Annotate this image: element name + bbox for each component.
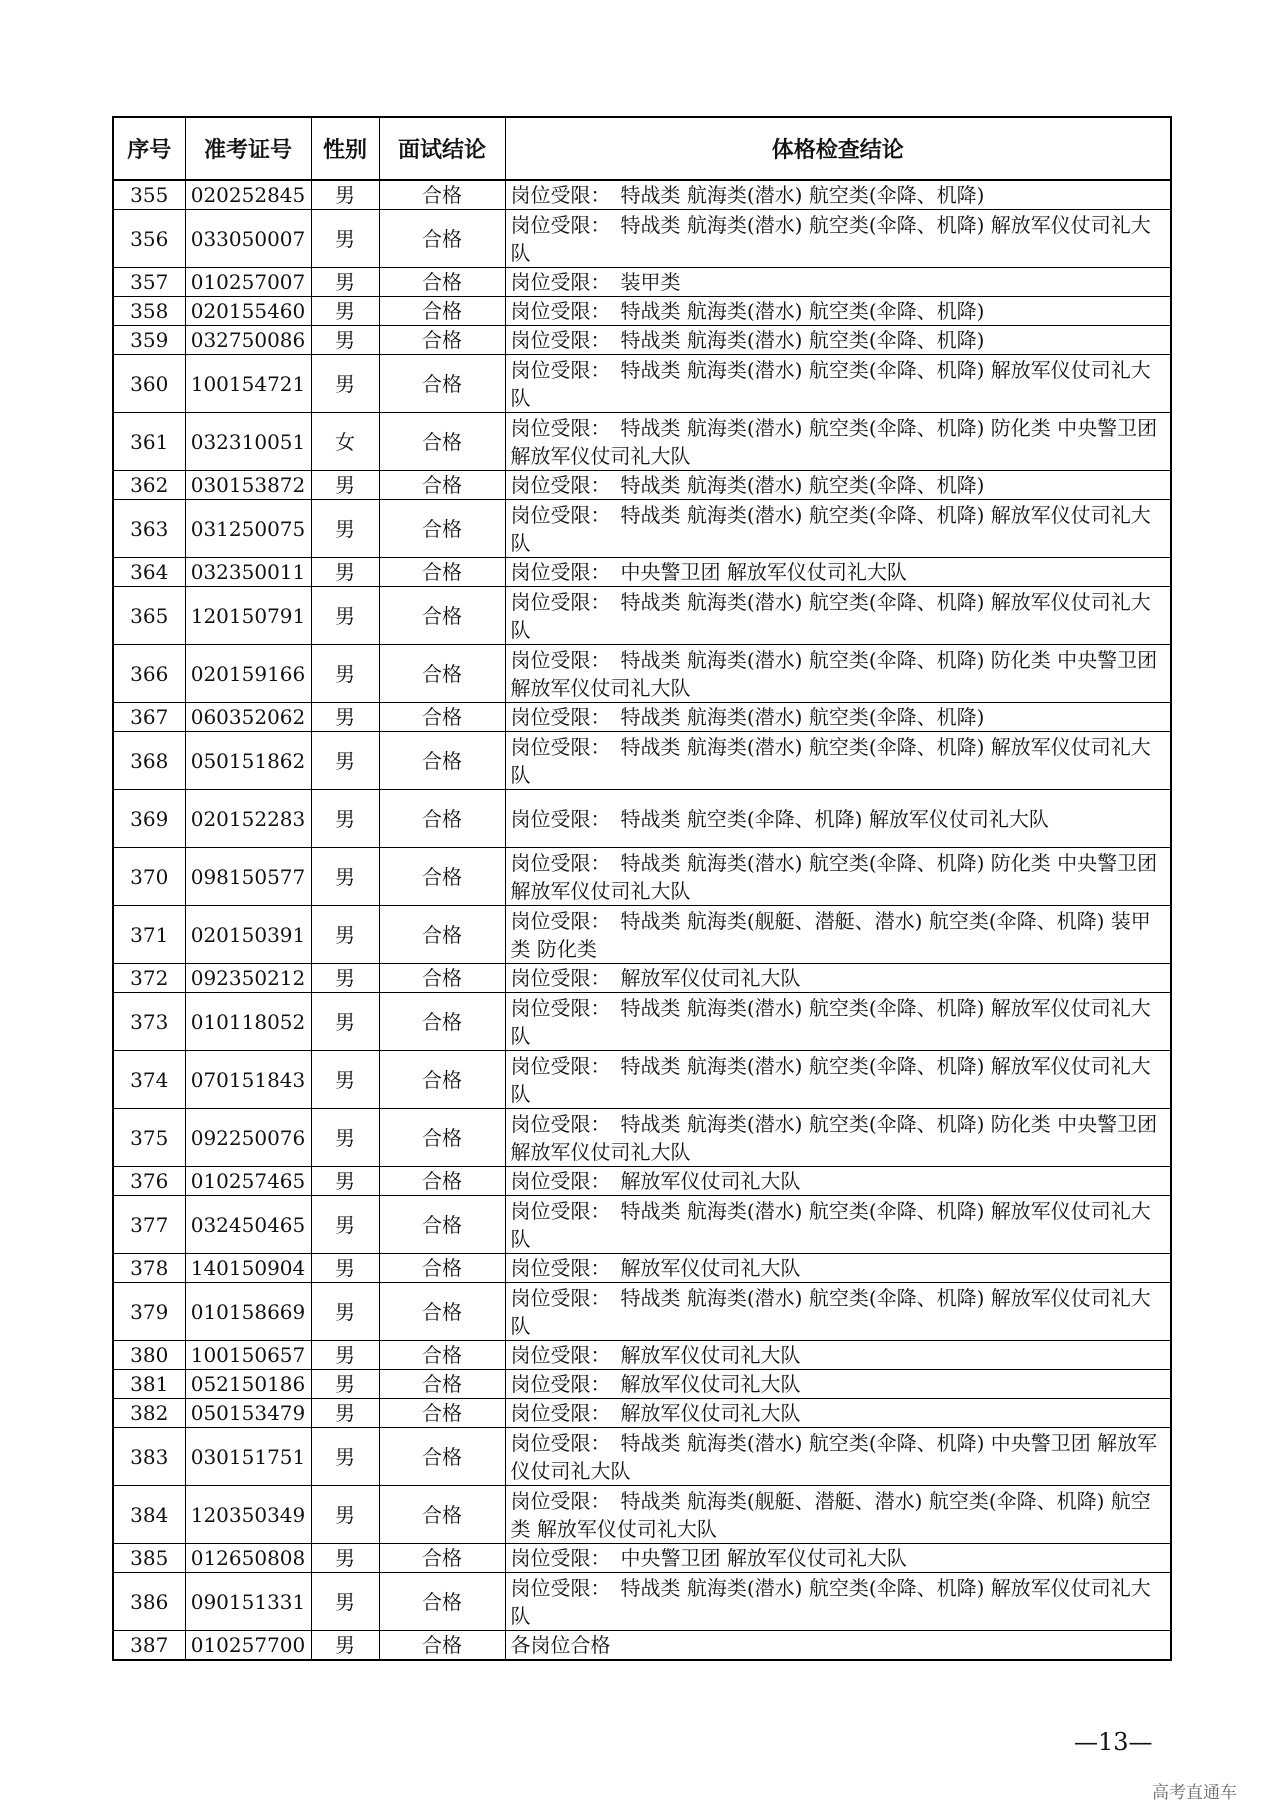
cell-sex: 男 bbox=[311, 297, 379, 326]
cell-physical-result: 岗位受限： 中央警卫团 解放军仪仗司礼大队 bbox=[505, 558, 1171, 587]
cell-exam-id: 010118052 bbox=[185, 993, 311, 1051]
cell-interview: 合格 bbox=[379, 558, 505, 587]
cell-interview: 合格 bbox=[379, 993, 505, 1051]
cell-exam-id: 010257465 bbox=[185, 1167, 311, 1196]
cell-sex: 男 bbox=[311, 180, 379, 210]
cell-sex: 男 bbox=[311, 1254, 379, 1283]
cell-serial: 366 bbox=[113, 645, 185, 703]
cell-serial: 378 bbox=[113, 1254, 185, 1283]
cell-interview: 合格 bbox=[379, 1486, 505, 1544]
cell-sex: 男 bbox=[311, 1544, 379, 1573]
cell-exam-id: 010257007 bbox=[185, 268, 311, 297]
cell-interview: 合格 bbox=[379, 587, 505, 645]
cell-exam-id: 010158669 bbox=[185, 1283, 311, 1341]
cell-interview: 合格 bbox=[379, 1341, 505, 1370]
cell-serial: 365 bbox=[113, 587, 185, 645]
header-serial: 序号 bbox=[113, 117, 185, 180]
cell-exam-id: 050153479 bbox=[185, 1399, 311, 1428]
cell-serial: 379 bbox=[113, 1283, 185, 1341]
cell-exam-id: 050151862 bbox=[185, 732, 311, 790]
cell-physical-result: 岗位受限： 特战类 航海类(舰艇、潜艇、潜水) 航空类(伞降、机降) 装甲类 防化类 bbox=[505, 906, 1171, 964]
cell-physical-result: 岗位受限： 特战类 航海类(潜水) 航空类(伞降、机降) 防化类 中央警卫团 解放军仪仗司礼大队 bbox=[505, 1109, 1171, 1167]
cell-physical-result: 岗位受限： 特战类 航海类(潜水) 航空类(伞降、机降) 解放军仪仗司礼大队 bbox=[505, 500, 1171, 558]
table-row bbox=[113, 558, 1171, 587]
cell-serial: 370 bbox=[113, 848, 185, 906]
table-row bbox=[113, 1254, 1171, 1283]
cell-serial: 386 bbox=[113, 1573, 185, 1631]
cell-serial: 384 bbox=[113, 1486, 185, 1544]
cell-physical-result: 岗位受限： 特战类 航海类(潜水) 航空类(伞降、机降) 解放军仪仗司礼大队 bbox=[505, 732, 1171, 790]
cell-exam-id: 032310051 bbox=[185, 413, 311, 471]
cell-interview: 合格 bbox=[379, 1283, 505, 1341]
cell-serial: 369 bbox=[113, 790, 185, 848]
table-row bbox=[113, 1370, 1171, 1399]
table-row bbox=[113, 848, 1171, 906]
cell-interview: 合格 bbox=[379, 268, 505, 297]
cell-physical-result: 岗位受限： 特战类 航海类(潜水) 航空类(伞降、机降) bbox=[505, 297, 1171, 326]
cell-interview: 合格 bbox=[379, 1544, 505, 1573]
header-interview: 面试结论 bbox=[379, 117, 505, 180]
table-row bbox=[113, 993, 1171, 1051]
cell-exam-id: 100154721 bbox=[185, 355, 311, 413]
table-row bbox=[113, 1167, 1171, 1196]
cell-sex: 男 bbox=[311, 703, 379, 732]
cell-interview: 合格 bbox=[379, 1051, 505, 1109]
cell-sex: 男 bbox=[311, 268, 379, 297]
table-row bbox=[113, 1051, 1171, 1109]
cell-serial: 363 bbox=[113, 500, 185, 558]
cell-exam-id: 033050007 bbox=[185, 210, 311, 268]
page-number: —13— bbox=[1074, 1728, 1153, 1756]
cell-sex: 男 bbox=[311, 1341, 379, 1370]
cell-sex: 男 bbox=[311, 906, 379, 964]
cell-physical-result: 岗位受限： 解放军仪仗司礼大队 bbox=[505, 964, 1171, 993]
cell-sex: 男 bbox=[311, 1631, 379, 1661]
cell-physical-result: 岗位受限： 特战类 航海类(潜水) 航空类(伞降、机降) 解放军仪仗司礼大队 bbox=[505, 355, 1171, 413]
cell-serial: 383 bbox=[113, 1428, 185, 1486]
table-row bbox=[113, 1544, 1171, 1573]
cell-sex: 男 bbox=[311, 500, 379, 558]
cell-physical-result: 岗位受限： 特战类 航海类(潜水) 航空类(伞降、机降) bbox=[505, 180, 1171, 210]
cell-exam-id: 120150791 bbox=[185, 587, 311, 645]
cell-exam-id: 052150186 bbox=[185, 1370, 311, 1399]
cell-physical-result: 岗位受限： 特战类 航海类(潜水) 航空类(伞降、机降) 解放军仪仗司礼大队 bbox=[505, 1196, 1171, 1254]
cell-exam-id: 032450465 bbox=[185, 1196, 311, 1254]
cell-interview: 合格 bbox=[379, 1109, 505, 1167]
cell-sex: 男 bbox=[311, 790, 379, 848]
cell-serial: 387 bbox=[113, 1631, 185, 1661]
cell-physical-result: 各岗位合格 bbox=[505, 1631, 1171, 1661]
cell-exam-id: 090151331 bbox=[185, 1573, 311, 1631]
table-row bbox=[113, 1399, 1171, 1428]
cell-exam-id: 031250075 bbox=[185, 500, 311, 558]
cell-interview: 合格 bbox=[379, 355, 505, 413]
cell-interview: 合格 bbox=[379, 1631, 505, 1661]
cell-physical-result: 岗位受限： 解放军仪仗司礼大队 bbox=[505, 1370, 1171, 1399]
table-row bbox=[113, 1341, 1171, 1370]
table-row bbox=[113, 1428, 1171, 1486]
cell-physical-result: 岗位受限： 特战类 航海类(潜水) 航空类(伞降、机降) bbox=[505, 326, 1171, 355]
cell-serial: 380 bbox=[113, 1341, 185, 1370]
cell-interview: 合格 bbox=[379, 964, 505, 993]
cell-physical-result: 岗位受限： 解放军仪仗司礼大队 bbox=[505, 1399, 1171, 1428]
table-row bbox=[113, 790, 1171, 848]
cell-interview: 合格 bbox=[379, 1428, 505, 1486]
cell-serial: 364 bbox=[113, 558, 185, 587]
cell-sex: 女 bbox=[311, 413, 379, 471]
cell-serial: 371 bbox=[113, 906, 185, 964]
cell-interview: 合格 bbox=[379, 1196, 505, 1254]
cell-sex: 男 bbox=[311, 1399, 379, 1428]
cell-serial: 381 bbox=[113, 1370, 185, 1399]
cell-physical-result: 岗位受限： 特战类 航海类(潜水) 航空类(伞降、机降) 解放军仪仗司礼大队 bbox=[505, 210, 1171, 268]
cell-interview: 合格 bbox=[379, 210, 505, 268]
table-row bbox=[113, 268, 1171, 297]
table-row bbox=[113, 1283, 1171, 1341]
cell-physical-result: 岗位受限： 特战类 航海类(潜水) 航空类(伞降、机降) 中央警卫团 解放军仪仗司礼大队 bbox=[505, 1428, 1171, 1486]
cell-physical-result: 岗位受限： 特战类 航海类(潜水) 航空类(伞降、机降) 防化类 中央警卫团 解放军仪仗司礼大队 bbox=[505, 848, 1171, 906]
cell-exam-id: 020150391 bbox=[185, 906, 311, 964]
cell-interview: 合格 bbox=[379, 1399, 505, 1428]
table-row bbox=[113, 1631, 1171, 1661]
cell-interview: 合格 bbox=[379, 1254, 505, 1283]
results-table bbox=[112, 116, 1172, 1661]
cell-exam-id: 032350011 bbox=[185, 558, 311, 587]
cell-serial: 376 bbox=[113, 1167, 185, 1196]
cell-interview: 合格 bbox=[379, 1167, 505, 1196]
table-row bbox=[113, 297, 1171, 326]
cell-exam-id: 060352062 bbox=[185, 703, 311, 732]
cell-sex: 男 bbox=[311, 1051, 379, 1109]
cell-sex: 男 bbox=[311, 587, 379, 645]
table-row bbox=[113, 1196, 1171, 1254]
cell-exam-id: 020155460 bbox=[185, 297, 311, 326]
cell-serial: 373 bbox=[113, 993, 185, 1051]
cell-physical-result: 岗位受限： 特战类 航海类(潜水) 航空类(伞降、机降) 解放军仪仗司礼大队 bbox=[505, 587, 1171, 645]
cell-interview: 合格 bbox=[379, 732, 505, 790]
cell-interview: 合格 bbox=[379, 848, 505, 906]
cell-physical-result: 岗位受限： 解放军仪仗司礼大队 bbox=[505, 1341, 1171, 1370]
cell-serial: 367 bbox=[113, 703, 185, 732]
cell-sex: 男 bbox=[311, 732, 379, 790]
table-row bbox=[113, 964, 1171, 993]
cell-serial: 372 bbox=[113, 964, 185, 993]
cell-sex: 男 bbox=[311, 1196, 379, 1254]
header-exam-id: 准考证号 bbox=[185, 117, 311, 180]
cell-serial: 357 bbox=[113, 268, 185, 297]
cell-physical-result: 岗位受限： 解放军仪仗司礼大队 bbox=[505, 1254, 1171, 1283]
cell-serial: 382 bbox=[113, 1399, 185, 1428]
cell-sex: 男 bbox=[311, 848, 379, 906]
cell-exam-id: 092350212 bbox=[185, 964, 311, 993]
cell-interview: 合格 bbox=[379, 906, 505, 964]
cell-exam-id: 030153872 bbox=[185, 471, 311, 500]
cell-sex: 男 bbox=[311, 1167, 379, 1196]
cell-sex: 男 bbox=[311, 1573, 379, 1631]
cell-physical-result: 岗位受限： 特战类 航海类(潜水) 航空类(伞降、机降) 解放军仪仗司礼大队 bbox=[505, 1573, 1171, 1631]
cell-exam-id: 020152283 bbox=[185, 790, 311, 848]
cell-interview: 合格 bbox=[379, 1573, 505, 1631]
table-row bbox=[113, 1486, 1171, 1544]
table-row bbox=[113, 1109, 1171, 1167]
cell-physical-result: 岗位受限： 特战类 航海类(潜水) 航空类(伞降、机降) 防化类 中央警卫团 解放军仪仗司礼大队 bbox=[505, 413, 1171, 471]
cell-serial: 358 bbox=[113, 297, 185, 326]
cell-exam-id: 140150904 bbox=[185, 1254, 311, 1283]
cell-exam-id: 020252845 bbox=[185, 180, 311, 210]
table-body bbox=[113, 180, 1171, 1660]
table-row bbox=[113, 210, 1171, 268]
cell-serial: 362 bbox=[113, 471, 185, 500]
cell-serial: 375 bbox=[113, 1109, 185, 1167]
table-row bbox=[113, 906, 1171, 964]
cell-interview: 合格 bbox=[379, 180, 505, 210]
cell-serial: 368 bbox=[113, 732, 185, 790]
cell-physical-result: 岗位受限： 特战类 航海类(潜水) 航空类(伞降、机降) bbox=[505, 703, 1171, 732]
cell-physical-result: 岗位受限： 特战类 航海类(潜水) 航空类(伞降、机降) 解放军仪仗司礼大队 bbox=[505, 993, 1171, 1051]
cell-physical-result: 岗位受限： 特战类 航空类(伞降、机降) 解放军仪仗司礼大队 bbox=[505, 790, 1171, 848]
table-row bbox=[113, 645, 1171, 703]
cell-serial: 360 bbox=[113, 355, 185, 413]
cell-exam-id: 010257700 bbox=[185, 1631, 311, 1661]
table-row bbox=[113, 500, 1171, 558]
cell-interview: 合格 bbox=[379, 413, 505, 471]
cell-exam-id: 070151843 bbox=[185, 1051, 311, 1109]
cell-physical-result: 岗位受限： 特战类 航海类(潜水) 航空类(伞降、机降) 解放军仪仗司礼大队 bbox=[505, 1283, 1171, 1341]
cell-serial: 377 bbox=[113, 1196, 185, 1254]
cell-exam-id: 120350349 bbox=[185, 1486, 311, 1544]
cell-physical-result: 岗位受限： 特战类 航海类(潜水) 航空类(伞降、机降) bbox=[505, 471, 1171, 500]
header-physical-result: 体格检查结论 bbox=[505, 117, 1171, 180]
table-row bbox=[113, 355, 1171, 413]
cell-physical-result: 岗位受限： 特战类 航海类(潜水) 航空类(伞降、机降) 防化类 中央警卫团 解放军仪仗司礼大队 bbox=[505, 645, 1171, 703]
cell-serial: 359 bbox=[113, 326, 185, 355]
cell-interview: 合格 bbox=[379, 790, 505, 848]
table-row bbox=[113, 732, 1171, 790]
cell-sex: 男 bbox=[311, 1428, 379, 1486]
cell-sex: 男 bbox=[311, 326, 379, 355]
cell-serial: 374 bbox=[113, 1051, 185, 1109]
cell-serial: 385 bbox=[113, 1544, 185, 1573]
cell-serial: 355 bbox=[113, 180, 185, 210]
cell-physical-result: 岗位受限： 解放军仪仗司礼大队 bbox=[505, 1167, 1171, 1196]
table-row bbox=[113, 326, 1171, 355]
cell-sex: 男 bbox=[311, 1486, 379, 1544]
cell-sex: 男 bbox=[311, 558, 379, 587]
cell-exam-id: 012650808 bbox=[185, 1544, 311, 1573]
cell-exam-id: 100150657 bbox=[185, 1341, 311, 1370]
table-row bbox=[113, 471, 1171, 500]
cell-sex: 男 bbox=[311, 1370, 379, 1399]
table-row bbox=[113, 1573, 1171, 1631]
cell-interview: 合格 bbox=[379, 326, 505, 355]
table-row bbox=[113, 703, 1171, 732]
cell-sex: 男 bbox=[311, 355, 379, 413]
cell-exam-id: 092250076 bbox=[185, 1109, 311, 1167]
cell-serial: 356 bbox=[113, 210, 185, 268]
watermark: 高考直通车 bbox=[1152, 1783, 1237, 1803]
cell-sex: 男 bbox=[311, 964, 379, 993]
cell-physical-result: 岗位受限： 特战类 航海类(舰艇、潜艇、潜水) 航空类(伞降、机降) 航空类 解放军仪仗司礼大队 bbox=[505, 1486, 1171, 1544]
cell-exam-id: 032750086 bbox=[185, 326, 311, 355]
cell-interview: 合格 bbox=[379, 471, 505, 500]
table-row bbox=[113, 587, 1171, 645]
cell-sex: 男 bbox=[311, 1109, 379, 1167]
table-row bbox=[113, 413, 1171, 471]
header-sex: 性别 bbox=[311, 117, 379, 180]
cell-sex: 男 bbox=[311, 1283, 379, 1341]
cell-interview: 合格 bbox=[379, 703, 505, 732]
cell-sex: 男 bbox=[311, 993, 379, 1051]
cell-sex: 男 bbox=[311, 471, 379, 500]
cell-interview: 合格 bbox=[379, 297, 505, 326]
cell-physical-result: 岗位受限： 中央警卫团 解放军仪仗司礼大队 bbox=[505, 1544, 1171, 1573]
cell-interview: 合格 bbox=[379, 645, 505, 703]
cell-interview: 合格 bbox=[379, 1370, 505, 1399]
table-row bbox=[113, 180, 1171, 210]
cell-exam-id: 030151751 bbox=[185, 1428, 311, 1486]
cell-physical-result: 岗位受限： 装甲类 bbox=[505, 268, 1171, 297]
cell-exam-id: 020159166 bbox=[185, 645, 311, 703]
table-header-row bbox=[113, 117, 1171, 180]
cell-exam-id: 098150577 bbox=[185, 848, 311, 906]
cell-sex: 男 bbox=[311, 645, 379, 703]
cell-serial: 361 bbox=[113, 413, 185, 471]
cell-physical-result: 岗位受限： 特战类 航海类(潜水) 航空类(伞降、机降) 解放军仪仗司礼大队 bbox=[505, 1051, 1171, 1109]
cell-sex: 男 bbox=[311, 210, 379, 268]
cell-interview: 合格 bbox=[379, 500, 505, 558]
